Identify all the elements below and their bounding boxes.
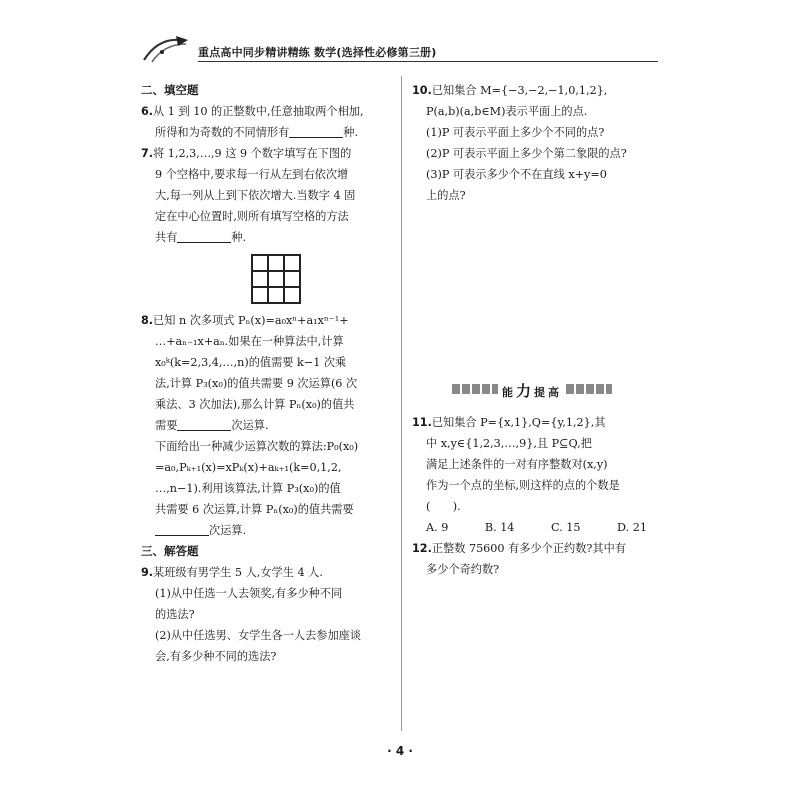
question-11: 11.已知集合 P={x,1},Q={y,1,2},其 中 x,y∈{1,2,3,…,9},且 P⊆Q,把 满足上述条件的一对有序整数对(x,y) 作为一个点的坐标,则这样的点的个数是 ( ). <box>412 416 620 513</box>
question-10: 10.已知集合 M={−3,−2,−1,0,1,2}, P(a,b)(a,b∈M)表示平面上的点. (1)P 可表示平面上多少个不同的点? (2)P 可表示平面上多少个第二象限的点? (3)P 可表示多少个不在直线 x+y=0 上的点? <box>412 84 627 202</box>
grid-cell <box>268 287 284 303</box>
grid-cell <box>284 271 300 287</box>
question-6: 6.从 1 到 10 的正整数中,任意抽取两个相加, 所得和为奇数的不同情形有 种. <box>141 105 364 139</box>
grid-cell <box>268 255 284 271</box>
question-12: 12.正整数 75600 有多少个正约数?其中有 多少个奇约数? <box>412 542 626 576</box>
choice-a[interactable]: A. 9 <box>426 521 449 534</box>
header-rule <box>198 61 658 62</box>
answer-blank[interactable] <box>177 230 231 243</box>
question-11-choices <box>412 517 657 538</box>
grid-cell <box>284 287 300 303</box>
right-column <box>412 80 657 206</box>
question-9: 9.某班级有男学生 5 人,女学生 4 人. (1)从中任选一人去领奖,有多少种不同 的选法? (2)从中任选男、女学生各一人去参加座谈 会,有多少种不同的选法? <box>141 566 362 663</box>
right-column-lower <box>412 412 657 580</box>
rocket-swoosh-logo-icon <box>140 34 200 64</box>
three-by-three-grid <box>251 254 301 304</box>
ability-section-banner <box>452 380 612 398</box>
banner-title: 能力提高 <box>502 382 563 400</box>
page-number: · 4 · <box>387 744 413 758</box>
answer-blank[interactable] <box>177 418 231 431</box>
column-divider <box>401 76 402 731</box>
grid-cell <box>252 255 268 271</box>
question-8: 8.已知 n 次多项式 Pₙ(x)=a₀xⁿ+a₁xⁿ⁻¹+ …+aₙ₋₁x+aₙ.如果在一种算法中,计算 x₀ᵏ(k=2,3,4,…,n)的值需要 k−1 次乘 法,计算 P₃(x₀)的值共需要 9 次运算(6 次 乘法、3 次加法),那么计算 Pₙ(x₀)的值共 需要 次运算. 下面给出一种减少运算次数的算法:P₀(x₀) =a₀,Pₖ₊₁(x)=xPₖ(x)+aₖ₊₁(k=0,1,2, …,n−1).利用该算法,计算 P₃(x₀)的值 共需要 6 次运算,计算 Pₙ(x₀)的值共需要 次运算. <box>141 314 359 537</box>
choice-c[interactable]: C. 15 <box>550 521 581 534</box>
answer-blank[interactable] <box>155 523 209 536</box>
grid-cell <box>268 271 284 287</box>
page-header <box>140 34 660 66</box>
grid-cell <box>252 271 268 287</box>
question-7: 7.将 1,2,3,…,9 这 9 个数字填写在下图的 9 个空格中,要求每一行从左到右依次增 大,每一列从上到下依次增大.当数字 4 固 定在中心位置时,则所有填写空格的方法 共有 种. <box>141 147 356 244</box>
answer-blank[interactable] <box>289 125 343 138</box>
banner-bar-right <box>566 384 612 394</box>
grid-cell <box>284 255 300 271</box>
book-title: 重点高中同步精讲精练 数学(选择性必修第三册) <box>198 46 437 59</box>
left-column <box>141 80 393 667</box>
section-solve-title: 三、解答题 <box>141 544 199 558</box>
choice-b[interactable]: B. 14 <box>484 521 515 534</box>
banner-bar-left <box>452 384 498 394</box>
grid-cell <box>252 287 268 303</box>
choice-d[interactable]: D. 21 <box>617 521 647 534</box>
section-fill-in-title: 二、填空题 <box>141 83 199 97</box>
